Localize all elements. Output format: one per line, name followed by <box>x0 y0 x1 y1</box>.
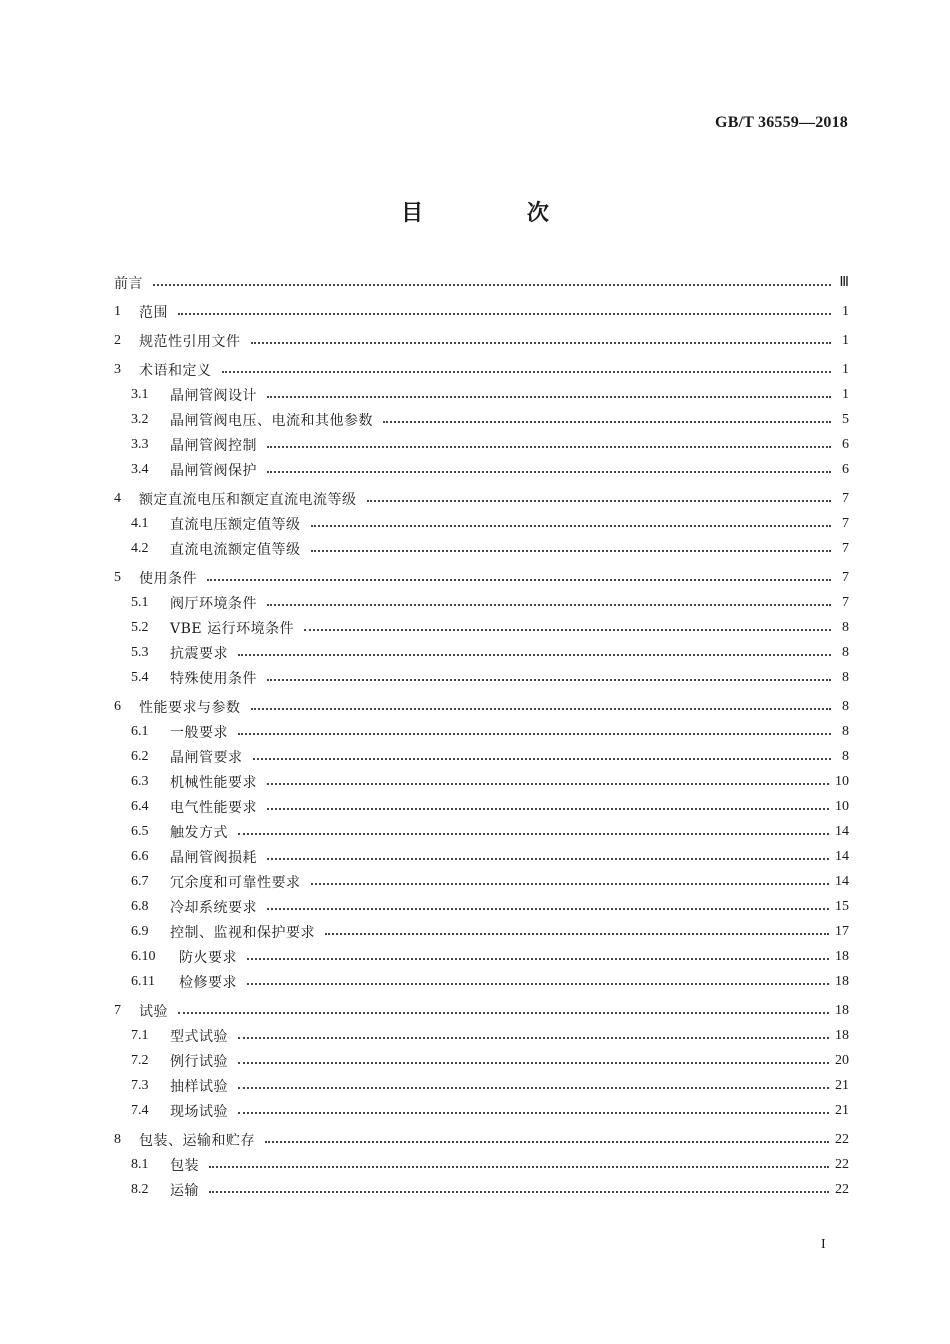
dot-leader <box>267 471 831 473</box>
toc-entry-page: 7 <box>842 515 849 531</box>
dot-leader <box>238 1037 829 1039</box>
toc-entry[interactable] <box>114 794 849 819</box>
dot-leader <box>222 371 832 373</box>
toc-entry[interactable] <box>114 615 849 640</box>
toc-entry[interactable] <box>114 769 849 794</box>
toc-entry-page: 18 <box>835 973 849 989</box>
toc-entry-number: 7.2 <box>131 1052 149 1068</box>
toc-entry-number: 6.5 <box>131 823 149 839</box>
toc-entry-number: 7.1 <box>131 1027 149 1043</box>
dot-leader <box>265 1141 829 1143</box>
toc-entry-number: 7.3 <box>131 1077 149 1093</box>
toc-entry-title: 晶闸管要求 <box>170 749 243 766</box>
dot-leader <box>267 783 829 785</box>
toc-entry-page: 7 <box>842 594 849 610</box>
toc-entry-title: 使用条件 <box>139 570 197 587</box>
toc-entry-title: 抗震要求 <box>170 645 228 662</box>
toc-entry-title: 晶闸管阀控制 <box>170 437 257 454</box>
toc-entry-title: 控制、监视和保护要求 <box>170 924 315 941</box>
toc-entry-page: 6 <box>842 461 849 477</box>
toc-entry-title: 现场试验 <box>170 1103 228 1120</box>
toc-entry[interactable] <box>114 299 849 324</box>
toc-entry-title: 直流电压额定值等级 <box>170 516 301 533</box>
toc-entry-page: 8 <box>842 619 849 635</box>
toc-entry-number: 4 <box>114 490 121 506</box>
toc-entry-number: 1 <box>114 303 121 319</box>
toc-entry-page: 8 <box>842 644 849 660</box>
toc-entry[interactable] <box>114 869 849 894</box>
toc-entry-title: 包装 <box>170 1157 199 1174</box>
toc-entry-page: 17 <box>835 923 849 939</box>
toc-entry-title: 包装、运输和贮存 <box>139 1132 255 1149</box>
toc-entry-title: 晶闸管阀保护 <box>170 462 257 479</box>
toc-entry-page: 8 <box>842 748 849 764</box>
toc-entry[interactable] <box>114 511 849 536</box>
toc-entry-page: 1 <box>842 386 849 402</box>
toc-entry-title: 晶闸管阀设计 <box>170 387 257 404</box>
toc-entry-number: 8.2 <box>131 1181 149 1197</box>
toc-entry-page: 8 <box>842 669 849 685</box>
toc-entry-number: 6.1 <box>131 723 149 739</box>
toc-entry[interactable] <box>114 1152 849 1177</box>
toc-entry[interactable] <box>114 536 849 561</box>
toc-entry[interactable] <box>114 694 849 719</box>
toc-entry-page: 22 <box>835 1131 849 1147</box>
toc-entry-page: 22 <box>835 1156 849 1172</box>
dot-leader <box>383 421 831 423</box>
toc-entry-title: 一般要求 <box>170 724 228 741</box>
toc-entry-number: 7.4 <box>131 1102 149 1118</box>
dot-leader <box>267 858 829 860</box>
toc-entry-title: 性能要求与参数 <box>139 699 241 716</box>
toc-entry-number: 4.2 <box>131 540 149 556</box>
dot-leader <box>253 758 832 760</box>
toc-entry[interactable] <box>114 719 849 744</box>
toc-entry-page: 14 <box>835 848 849 864</box>
dot-leader <box>367 500 832 502</box>
dot-leader <box>209 1166 829 1168</box>
toc-entry-number: 6.7 <box>131 873 149 889</box>
toc-entry-page: 1 <box>842 332 849 348</box>
toc-entry-number: 4.1 <box>131 515 149 531</box>
toc-entry[interactable] <box>114 432 849 457</box>
toc-entry-page: 7 <box>842 569 849 585</box>
dot-leader <box>267 604 831 606</box>
dot-leader <box>209 1191 829 1193</box>
toc-entry-number: 3.4 <box>131 461 149 477</box>
dot-leader <box>153 284 831 286</box>
dot-leader <box>311 525 832 527</box>
toc-entry-title: 特殊使用条件 <box>170 670 257 687</box>
toc-entry-title: VBE 运行环境条件 <box>170 620 295 637</box>
toc-entry-page: 1 <box>842 361 849 377</box>
dot-leader <box>178 313 831 315</box>
toc-entry[interactable] <box>114 457 849 482</box>
toc-entry-number: 8 <box>114 1131 121 1147</box>
dot-leader <box>247 983 829 985</box>
toc-entry[interactable] <box>114 1098 849 1123</box>
toc-entry-number: 6.3 <box>131 773 149 789</box>
toc-entry-title: 范围 <box>139 304 168 321</box>
toc-entry[interactable] <box>114 382 849 407</box>
toc-entry-page: 18 <box>835 1027 849 1043</box>
toc-entry[interactable] <box>114 665 849 690</box>
toc-entry-number: 7 <box>114 1002 121 1018</box>
dot-leader <box>311 883 830 885</box>
toc-entry-number: 6.6 <box>131 848 149 864</box>
toc-entry-number: 5.3 <box>131 644 149 660</box>
toc-entry-page: 14 <box>835 873 849 889</box>
toc-entry-number: 5 <box>114 569 121 585</box>
toc-entry-page: 7 <box>842 540 849 556</box>
toc-entry-title: 前言 <box>114 275 143 292</box>
toc-entry[interactable] <box>114 486 849 511</box>
dot-leader <box>267 446 831 448</box>
toc-entry-page: Ⅲ <box>839 275 849 290</box>
toc-entry[interactable] <box>114 565 849 590</box>
toc-entry-number: 6.2 <box>131 748 149 764</box>
toc-entry[interactable] <box>114 357 849 382</box>
dot-leader <box>311 550 832 552</box>
dot-leader <box>238 1112 829 1114</box>
toc-entry-page: 8 <box>842 723 849 739</box>
dot-leader <box>251 342 832 344</box>
toc-entry-page: 1 <box>842 303 849 319</box>
toc-entry[interactable] <box>114 944 849 969</box>
toc-entry[interactable] <box>114 328 849 353</box>
toc-list <box>114 270 849 1202</box>
dot-leader <box>238 1087 829 1089</box>
dot-leader <box>247 958 829 960</box>
toc-entry[interactable] <box>114 1127 849 1152</box>
dot-leader <box>238 1062 829 1064</box>
toc-entry-title: 阀厅环境条件 <box>170 595 257 612</box>
toc-entry-page: 10 <box>835 773 849 789</box>
toc-entry-number: 6.11 <box>131 973 155 989</box>
toc-entry-page: 18 <box>835 948 849 964</box>
toc-entry-title: 运输 <box>170 1182 199 1199</box>
dot-leader <box>238 833 829 835</box>
toc-entry-title: 直流电流额定值等级 <box>170 541 301 558</box>
toc-entry[interactable] <box>114 590 849 615</box>
toc-entry-title: 冷却系统要求 <box>170 899 257 916</box>
dot-leader <box>267 908 829 910</box>
toc-entry[interactable] <box>114 640 849 665</box>
dot-leader <box>267 679 831 681</box>
toc-entry[interactable] <box>114 998 849 1023</box>
toc-entry-title: 规范性引用文件 <box>139 333 241 350</box>
toc-entry-number: 6.8 <box>131 898 149 914</box>
toc-entry-page: 7 <box>842 490 849 506</box>
toc-entry-page: 10 <box>835 798 849 814</box>
toc-entry[interactable] <box>114 1073 849 1098</box>
toc-entry-title: 试验 <box>139 1003 168 1020</box>
dot-leader <box>251 708 832 710</box>
toc-entry-number: 3.1 <box>131 386 149 402</box>
toc-entry[interactable] <box>114 844 849 869</box>
toc-entry-number: 6.9 <box>131 923 149 939</box>
toc-entry-page: 5 <box>842 411 849 427</box>
toc-entry-page: 20 <box>835 1052 849 1068</box>
toc-entry-page: 6 <box>842 436 849 452</box>
toc-entry-page: 15 <box>835 898 849 914</box>
toc-entry-title: 抽样试验 <box>170 1078 228 1095</box>
toc-entry-number: 8.1 <box>131 1156 149 1172</box>
toc-entry-title: 额定直流电压和额定直流电流等级 <box>139 491 357 508</box>
toc-entry-number: 2 <box>114 332 121 348</box>
toc-entry-title: 术语和定义 <box>139 362 212 379</box>
toc-entry-number: 5.2 <box>131 619 149 635</box>
toc-entry-page: 8 <box>842 698 849 714</box>
toc-entry-title: 机械性能要求 <box>170 774 257 791</box>
toc-entry-title: 检修要求 <box>179 974 237 991</box>
dot-leader <box>325 933 829 935</box>
dot-leader <box>178 1012 829 1014</box>
toc-entry-title: 晶闸管阀电压、电流和其他参数 <box>170 412 373 429</box>
toc-entry-number: 5.4 <box>131 669 149 685</box>
toc-entry-title: 触发方式 <box>170 824 228 841</box>
toc-entry-page: 18 <box>835 1002 849 1018</box>
dot-leader <box>267 396 831 398</box>
toc-entry-title: 冗余度和可靠性要求 <box>170 874 301 891</box>
toc-entry-number: 3.3 <box>131 436 149 452</box>
toc-entry-number: 6 <box>114 698 121 714</box>
toc-entry-number: 3 <box>114 361 121 377</box>
toc-entry[interactable] <box>114 1177 849 1202</box>
toc-entry-page: 21 <box>835 1077 849 1093</box>
toc-entry[interactable] <box>114 894 849 919</box>
dot-leader <box>238 733 831 735</box>
toc-entry-page: 22 <box>835 1181 849 1197</box>
toc-entry-title: 晶闸管阀损耗 <box>170 849 257 866</box>
toc-entry-page: 21 <box>835 1102 849 1118</box>
toc-entry[interactable] <box>114 969 849 994</box>
toc-entry-title: 型式试验 <box>170 1028 228 1045</box>
toc-entry-number: 5.1 <box>131 594 149 610</box>
toc-entry[interactable] <box>114 270 849 295</box>
toc-entry-page: 14 <box>835 823 849 839</box>
page-number: I <box>821 1237 826 1252</box>
toc-entry-title: 例行试验 <box>170 1053 228 1070</box>
dot-leader <box>304 629 831 631</box>
toc-entry[interactable] <box>114 1023 849 1048</box>
toc-entry[interactable] <box>114 919 849 944</box>
toc-entry-number: 6.4 <box>131 798 149 814</box>
toc-entry[interactable] <box>114 819 849 844</box>
toc-entry[interactable] <box>114 744 849 769</box>
toc-entry-title: 电气性能要求 <box>170 799 257 816</box>
toc-title: 目 次 <box>401 201 597 226</box>
dot-leader <box>207 579 831 581</box>
toc-entry-number: 6.10 <box>131 948 156 964</box>
toc-entry-title: 防火要求 <box>179 949 237 966</box>
toc-entry-number: 3.2 <box>131 411 149 427</box>
toc-entry[interactable] <box>114 407 849 432</box>
toc-entry[interactable] <box>114 1048 849 1073</box>
dot-leader <box>238 654 831 656</box>
dot-leader <box>267 808 829 810</box>
standard-number: GB/T 36559—2018 <box>715 114 848 131</box>
